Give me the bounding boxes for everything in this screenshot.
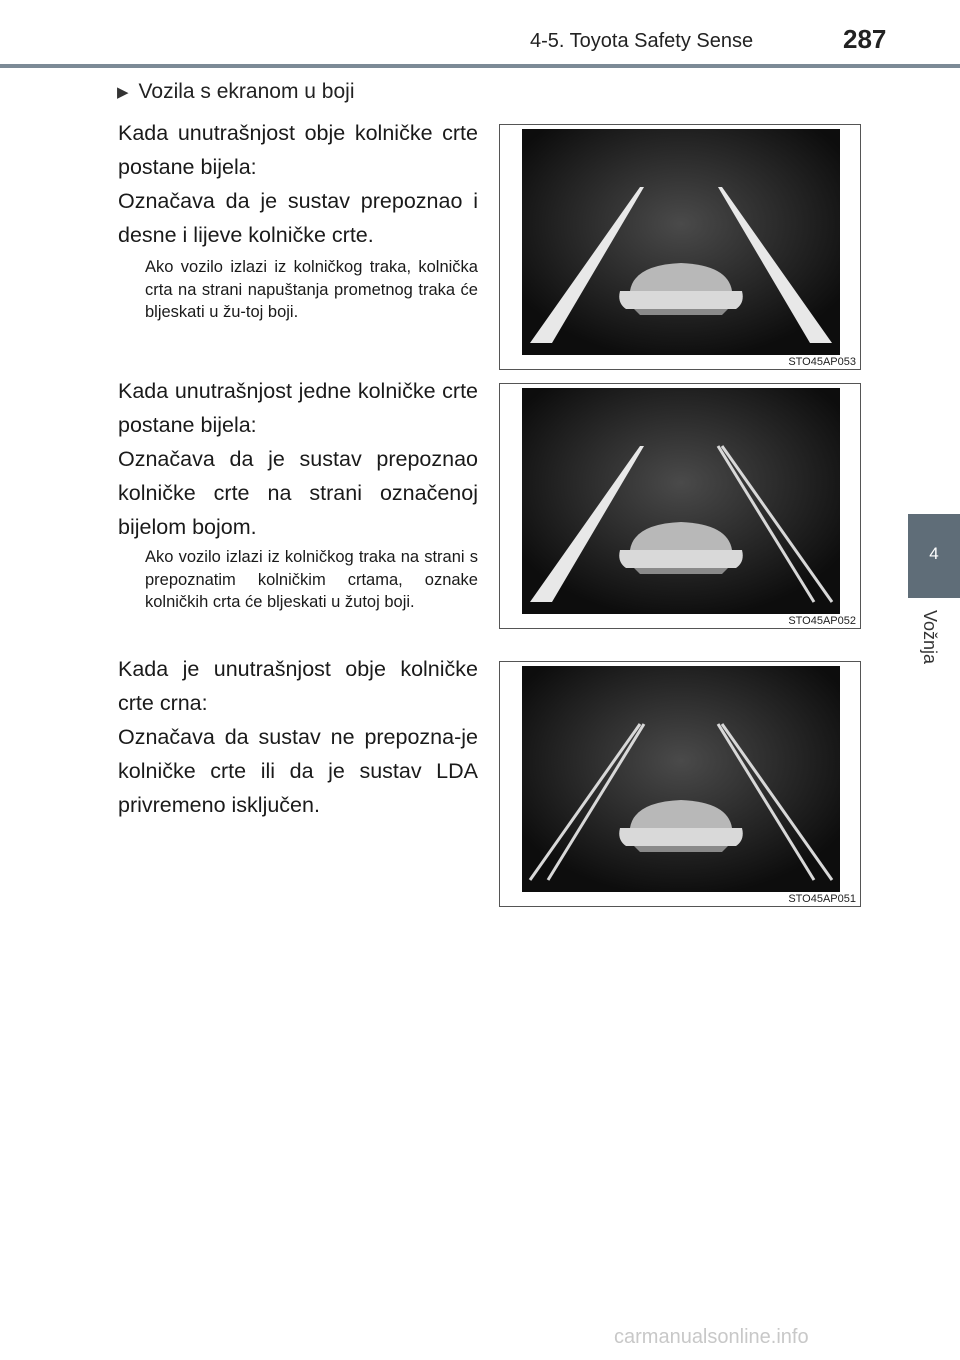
figure-code: STO45AP051 — [788, 893, 856, 905]
block1-meaning: Označava da je sustav prepoznao i desne i lijeve kolničke crte. — [118, 189, 478, 247]
header-rule — [0, 64, 960, 68]
vehicle-body — [619, 291, 743, 309]
vehicle-bumper — [634, 846, 728, 852]
figure-lanes-right-white — [499, 383, 861, 629]
vehicle-bumper — [634, 309, 728, 315]
section-heading — [117, 80, 355, 104]
figure-code: STO45AP052 — [788, 615, 856, 627]
figure-code: STO45AP053 — [788, 356, 856, 368]
triangle-bullet-icon: ▶ — [117, 84, 129, 101]
page-number: 287 — [843, 24, 887, 54]
display-background — [522, 129, 840, 355]
header-section-title: 4-5. Toyota Safety Sense — [530, 30, 754, 52]
display-background — [522, 666, 840, 892]
block3-meaning: Označava da sustav ne prepozna-je kolničke crte ili da je sustav LDA privremeno isključen. — [118, 725, 478, 817]
vehicle-body — [619, 828, 743, 846]
block2-condition: Kada unutrašnjost jedne kolničke crte postane bijela: — [118, 379, 478, 437]
lane-display-illustration — [522, 666, 840, 892]
figure-lanes-both-white — [499, 124, 861, 370]
chapter-label: Vožnja — [920, 610, 940, 665]
watermark: carmanualsonline.info — [614, 1326, 809, 1348]
vehicle-bumper — [634, 568, 728, 574]
lane-display-illustration — [522, 388, 840, 614]
lane-display-illustration — [522, 129, 840, 355]
section-heading-text: Vozila s ekranom u boji — [138, 80, 355, 103]
chapter-tab: 4 — [908, 514, 960, 598]
display-background — [522, 388, 840, 614]
vehicle-body — [619, 550, 743, 568]
block1-note: Ako vozilo izlazi iz kolničkog traka, kolnička crta na strani napuštanja prometnog traka će bljeskati u žu-toj boji. — [145, 258, 478, 321]
block3-condition: Kada je unutrašnjost obje kolničke crte crna: — [118, 657, 478, 715]
block2-meaning: Označava da je sustav prepoznao kolničke crte na strani označenoj bijelom bojom. — [118, 447, 478, 539]
block2-note: Ako vozilo izlazi iz kolničkog traka na strani s prepoznatim kolničkim crtama, oznake kolničkih crta će bljeskati u žutoj boji. — [145, 548, 478, 611]
block1-condition: Kada unutrašnjost obje kolničke crte postane bijela: — [118, 121, 478, 179]
figure-lanes-black — [499, 661, 861, 907]
